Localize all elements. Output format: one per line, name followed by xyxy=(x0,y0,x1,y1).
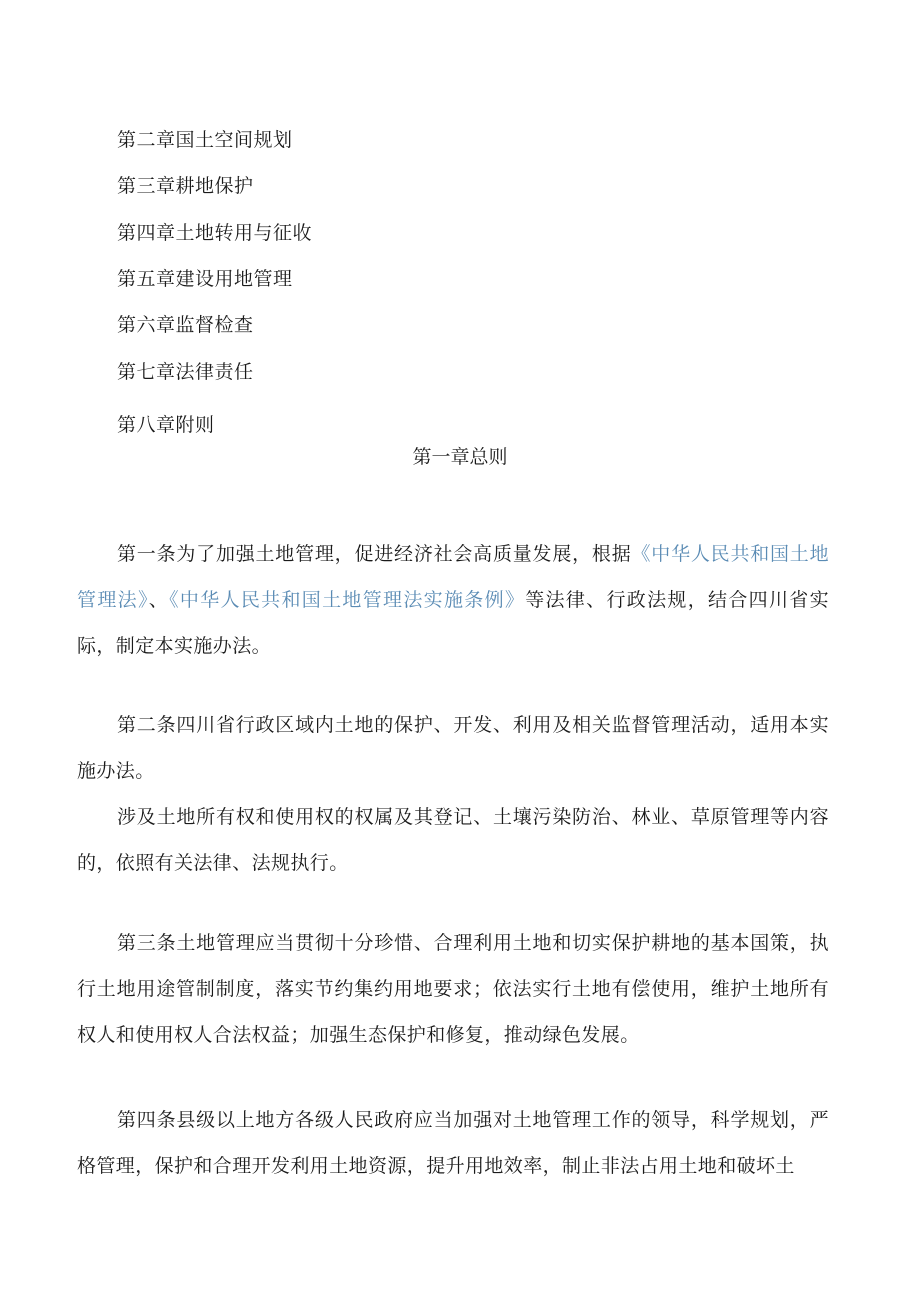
article-4: 第四条县级以上地方各级人民政府应当加强对土地管理工作的领导，科学规划，严格管理，保护和合理开发利用土地资源，提升用地效率，制止非法占用土地和破坏土 xyxy=(77,1109,829,1177)
article-1-separator: 、 xyxy=(148,589,170,611)
toc-item-chapter-4: 第四章土地转用与征收 xyxy=(117,222,313,244)
toc-item-chapter-7: 第七章法律责任 xyxy=(117,361,254,383)
article-2: 第二条四川省行政区域内土地的保护、开发、利用及相关监督管理活动，适用本实施办法。 xyxy=(77,714,829,782)
article-1-text-end: 等法律、行政法规，结合四川省实际，制定本实施办法。 xyxy=(77,589,830,657)
article-2-paragraph-2: 涉及土地所有权和使用权的权属及其登记、土壤污染防治、林业、草原管理等内容的，依照有关法律、法规执行。 xyxy=(77,806,829,874)
toc-item-chapter-2: 第二章国土空间规划 xyxy=(117,129,293,151)
article-1-text-start: 第一条为了加强土地管理，促进经济社会高质量发展，根据 xyxy=(117,543,632,565)
article-3: 第三条土地管理应当贯彻十分珍惜、合理利用土地和切实保护耕地的基本国策，执行土地用途管制制度，落实节约集约用地要求；依法实行土地有偿使用，维护土地所有权人和使用权人合法权益；加强生态保护和修复，推动绿色发展。 xyxy=(77,932,829,1046)
implementation-regulations-link[interactable]: 《中华人民共和国土地管理法实施条例》 xyxy=(169,589,526,611)
toc-item-chapter-3: 第三章耕地保护 xyxy=(117,175,254,197)
chapter-title: 第一章总则 xyxy=(412,446,508,468)
article-1 xyxy=(77,531,829,669)
toc-item-chapter-5: 第五章建设用地管理 xyxy=(117,268,293,290)
toc-item-chapter-6: 第六章监督检查 xyxy=(117,314,254,336)
land-management-law-link[interactable]: 《中华人民共和国土地管理法》 xyxy=(77,543,829,611)
toc-item-chapter-8: 第八章附则 xyxy=(117,414,215,436)
